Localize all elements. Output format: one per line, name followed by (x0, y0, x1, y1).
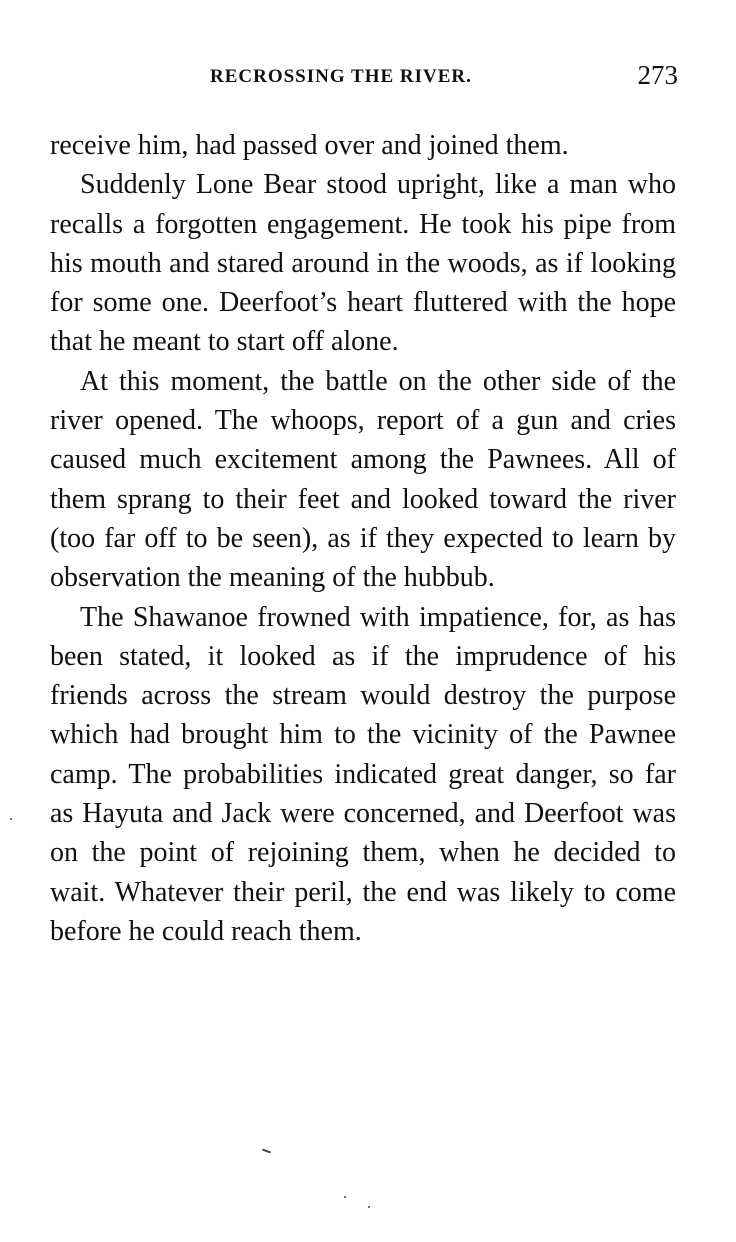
body-text (50, 126, 676, 951)
running-title: RECROSSING THE RIVER. (210, 66, 472, 87)
paragraph-4: The Shawanoe frowned with impatience, for, as has been stated, it looked as if the imprudence of his friends across the stream would destroy the purpose which had brought him to the vicinity of the Pawnee camp. The probabilities indicated great danger, so far as Hayuta and Jack were concerned, and Deerfoot was on the point of rejoining them, when he decided to wait. Whatever their peril, the end was likely to come before he could reach them. (50, 601, 676, 947)
print-speck (368, 1206, 370, 1208)
print-speck (344, 1196, 346, 1198)
print-speck (10, 818, 12, 820)
running-head (50, 60, 678, 96)
print-speck (262, 1149, 271, 1154)
page-number: 273 (637, 60, 678, 90)
paragraph-3: At this moment, the battle on the other side of the river opened. The whoops, report of a gun and cries caused much excitement among the Pawnees. All of them sprang to their feet and looked toward the river (too far off to be seen), as if they expected to learn by observation the meaning of the hubbub. (50, 365, 676, 594)
paragraph-1: receive him, had passed over and joined them. (50, 130, 569, 161)
paragraph-2: Suddenly Lone Bear stood upright, like a man who recalls a forgotten engagement. He took his pipe from his mouth and stared around in the woods, as if looking for some one. Deerfoot’s heart fluttered with the hope that he meant to start off alone. (50, 169, 676, 358)
